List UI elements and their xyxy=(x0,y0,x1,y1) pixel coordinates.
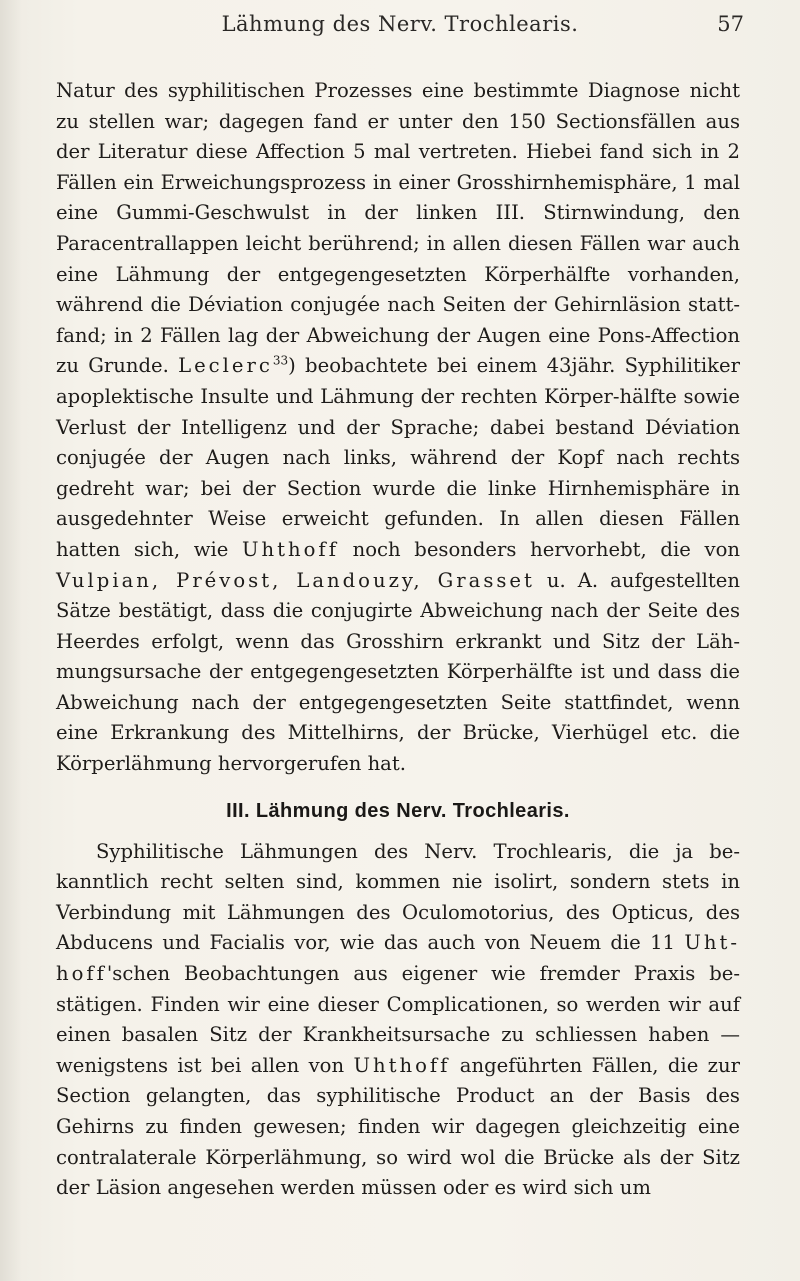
page-number: 57 xyxy=(717,12,744,36)
page-edge-shadow xyxy=(0,0,22,1281)
text-run: u. A. aufgestellten Sätze bestätigt, dass die conjugirte Abweichung nach der Seite des Heerdes erfolgt, wenn das Grosshirn erkrankt und Sitz der Läh-mungsursache der entgegengesetzten Körperhälfte ist und dass die Abweichung nach der entgegengesetzten Seite stattfindet, wenn eine Erkrankung des Mittelhirns, der Brücke, Vierhügel etc. die Körperlähmung hervorgerufen hat. xyxy=(56,568,741,776)
text-run: 'schen Beobachtungen aus eigener wie fremder Praxis be-stätigen. Finden wir eine dieser Complicationen, so werden wir auf einen basalen Sitz der Krankheitsursache zu schliessen haben — wenigstens ist bei allen von xyxy=(56,962,740,1077)
text-run: Natur des syphilitischen Prozesses eine bestimmte Diagnose nicht zu stellen war; dagegen fand er unter den 150 Sectionsfällen aus der Literatur diese Affection 5 mal vertreten. Hiebei fand sich in 2 Fällen ein Erweichungsprozess in einer Grosshirnhemisphäre, 1 mal eine Gummi-Geschwulst in der linken III. Stirnwindung, den Paracentrallappen leicht berührend; in allen diesen Fällen war auch eine Lähmung der entgegengesetzten Körperhälfte vorhanden, während die Déviation conjugée nach Seiten der Gehirnläsion statt-fand; in 2 Fällen lag der Abweichung der Augen eine Pons-Affection zu Grunde. xyxy=(56,79,740,378)
text-run: angeführten Fällen, die zur Section gelangten, das syphilitische Product an der Basis des Gehirns zu finden gewesen; finden wir dagegen gleichzeitig eine contralaterale Körperlähmung, so wird wol die Brücke als der Sitz der Läsion angesehen werden müssen oder es wird sich um xyxy=(56,1053,740,1200)
footnote-ref: 33 xyxy=(272,353,289,368)
paragraph-1 xyxy=(56,76,740,780)
running-title: Lähmung des Nerv. Trochlearis. xyxy=(221,12,579,36)
text-run: ) beobachtete bei einem 43jähr. Syphilitiker apoplektische Insulte und Lähmung der rechten Körper-hälfte sowie Verlust der Intelligenz und der Sprache; dabei bestand Déviation conjugée der Augen nach links, während der Kopf nach rechts gedreht war; bei der Section wurde die linke Hirnhemisphäre in ausgedehnter Weise erweicht gefunden. In allen diesen Fällen hatten sich, wie xyxy=(56,354,740,561)
section-heading: III. Lähmung des Nerv. Trochlearis. xyxy=(226,799,570,822)
text-run: noch besonders hervorhebt, die von xyxy=(338,537,740,561)
author-name: Uhthoff xyxy=(353,1053,451,1077)
text-run: Syphilitische Lähmungen des Nerv. Trochlearis, die ja be-kanntlich recht selten sind, kommen nie isolirt, sondern stets in Verbindung mit Lähmungen des Oculomotorius, des Opticus, des Abducens und Facialis vor, wie das auch von Neuem die 11 xyxy=(56,839,740,955)
running-header xyxy=(0,6,800,46)
paragraph-2 xyxy=(56,837,740,1204)
author-name: Uht-hoff xyxy=(56,931,740,986)
author-names: Vulpian, Prévost, Landouzy, Grasset xyxy=(56,568,535,592)
author-name: Leclerc xyxy=(178,354,273,378)
body-text xyxy=(56,76,740,1204)
author-name: Uhthoff xyxy=(242,537,339,561)
